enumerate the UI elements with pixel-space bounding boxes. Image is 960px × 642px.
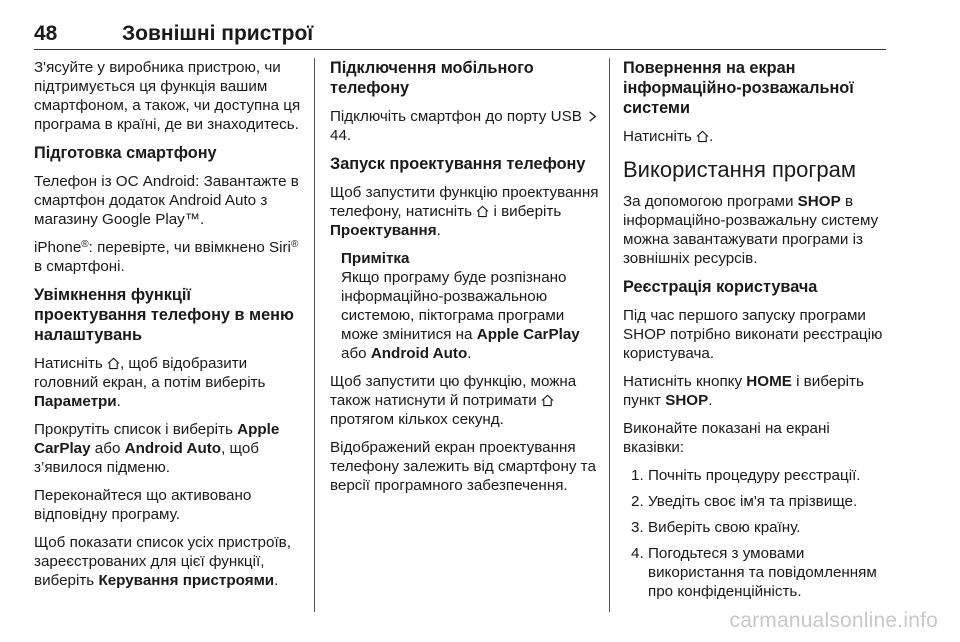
iphone-text-3: в смартфоні.: [34, 258, 125, 275]
connect-paragraph: [330, 107, 602, 145]
android-auto-term: Android Auto: [124, 440, 222, 457]
text-run: і виберіть пункт: [623, 373, 864, 409]
step-number: 2.: [631, 493, 644, 510]
start-paragraph: [330, 183, 602, 240]
step-text: Виберіть свою країну.: [648, 519, 801, 536]
step-text: Уведіть своє ім'я та прізвище.: [648, 493, 858, 510]
android-paragraph: Телефон із ОС Android: Завантажте в смартфон додаток Android Auto з магазину Google Play™.: [34, 173, 299, 228]
text-run: .: [708, 392, 713, 409]
text-run: або: [90, 440, 125, 457]
note-title: Примітка: [341, 250, 410, 267]
text-run: .: [467, 345, 472, 362]
column-divider-2: [609, 58, 610, 612]
home-icon: [541, 394, 554, 407]
text-run: в інформаційно-розважальну систему можна завантажувати програми із зовнішніх ресурсів.: [623, 193, 879, 267]
text-run: Підключіть смартфон до порту USB: [330, 108, 587, 125]
follow-paragraph: Виконайте показані на екрані вказівки:: [623, 420, 830, 456]
note-box: [330, 249, 602, 363]
display-paragraph: Відображений екран проектування телефону залежить від смартфону та версії програмного забезпечення.: [330, 439, 596, 494]
text-run: .: [436, 222, 441, 239]
intro-paragraph: З'ясуйте у виробника пристрою, чи підтримується ця функція вашим смартфоном, а також, чи доступна ця програма в країні, де ви знаходитесь.: [34, 59, 301, 133]
text-run: , щоб з’явилося підменю.: [34, 440, 259, 476]
page-number: 48: [34, 22, 58, 45]
iphone-text: iPhone: [34, 239, 82, 256]
iphone-paragraph: [34, 238, 306, 276]
step-number: 1.: [631, 467, 644, 484]
text-run: Щоб показати список усіх пристроїв, зареєстрованих для цієї функції, виберіть: [34, 534, 291, 589]
column-3: [623, 58, 889, 608]
list-item: [623, 466, 889, 485]
section-heading-registration: Реєстрація користувача: [623, 278, 818, 296]
step-number: 4.: [631, 545, 644, 562]
text-run: Якщо програму буде розпізнано інформаційно-розважальною системою, піктограма програми може змінитися на: [341, 269, 567, 343]
step-number: 3.: [631, 519, 644, 536]
registered-mark: ®: [290, 239, 299, 250]
settings-term: Параметри: [34, 393, 117, 410]
shop-term: SHOP: [665, 392, 709, 409]
press-home-paragraph: [623, 372, 889, 410]
section-heading-return: Повернення на екран інформаційно-розважальної системи: [623, 59, 854, 117]
verify-paragraph: Переконайтеся що активовано відповідну програму.: [34, 487, 252, 523]
android-auto-term: Android Auto: [370, 345, 468, 362]
registered-mark: ®: [81, 239, 89, 250]
page-header: [34, 22, 886, 56]
iphone-text-2: : перевірте, чи ввімкнено Siri: [88, 239, 291, 256]
text-run: Щоб запустити функцію проектування телефону, натисніть: [330, 184, 599, 220]
home-instruction: [34, 354, 306, 411]
shop-term: SHOP: [797, 193, 841, 210]
text-run: Прокрутіть список і виберіть: [34, 421, 238, 438]
scroll-instruction: [34, 420, 306, 477]
column-1: [34, 58, 306, 599]
step-text: Почніть процедуру реєстрації.: [648, 467, 861, 484]
registration-paragraph: Під час першого запуску програми SHOP потрібно виконати реєстрацію користувача.: [623, 307, 883, 362]
section-heading-start: Запуск проектування телефону: [330, 155, 586, 173]
text-run: Натисніть кнопку: [623, 373, 747, 390]
text-run: Натисніть: [34, 355, 107, 372]
steps-list: [623, 466, 889, 601]
section-title-apps: Використання програм: [623, 157, 856, 182]
text-run: Натисніть: [623, 128, 696, 145]
list-item: [623, 544, 889, 601]
page-reference: 44: [330, 127, 347, 144]
list-item: [623, 518, 889, 537]
section-heading-prep: Підготовка смартфону: [34, 144, 217, 162]
text-run: або: [341, 345, 371, 362]
hold-paragraph: [330, 372, 602, 429]
step-text: Погодьтеся з умовами використання та повідомленням про конфіденційність.: [648, 545, 877, 600]
text-run: і виберіть: [489, 203, 562, 220]
apps-paragraph: [623, 192, 889, 268]
projection-term: Проектування: [330, 222, 437, 239]
text-run: , щоб відобразити головний екран, а потім виберіть: [34, 355, 266, 391]
note-body: [341, 268, 602, 363]
devices-paragraph: [34, 533, 306, 590]
text-run: .: [274, 572, 279, 589]
arrow-icon: [586, 110, 599, 123]
return-paragraph: [623, 127, 889, 146]
text-run: Щоб запустити цю функцію, можна також натиснути й потримати: [330, 373, 577, 409]
text-run: .: [116, 393, 121, 410]
home-term: HOME: [746, 373, 792, 390]
carplay-term: Apple CarPlay: [476, 326, 580, 343]
list-item: [623, 492, 889, 511]
device-management-term: Керування пристроями: [98, 572, 275, 589]
chapter-title: Зовнішні пристрої: [122, 22, 314, 45]
text-run: протягом кількох секунд.: [330, 411, 504, 428]
carplay-term: Apple CarPlay: [34, 421, 280, 457]
section-heading-connect: Підключення мобільного телефону: [330, 59, 534, 97]
text-run: .: [708, 128, 714, 145]
text-run: За допомогою програми: [623, 193, 798, 210]
column-divider-1: [314, 58, 315, 612]
text-run: .: [346, 127, 352, 144]
home-icon: [107, 357, 120, 370]
column-2: [330, 58, 602, 504]
watermark: carmanualsonline.info: [729, 609, 938, 632]
section-heading-enable: Увімкнення функції проектування телефону в меню налаштувань: [34, 286, 294, 344]
home-icon: [696, 130, 709, 143]
header-divider: [34, 49, 886, 50]
home-icon: [476, 205, 489, 218]
